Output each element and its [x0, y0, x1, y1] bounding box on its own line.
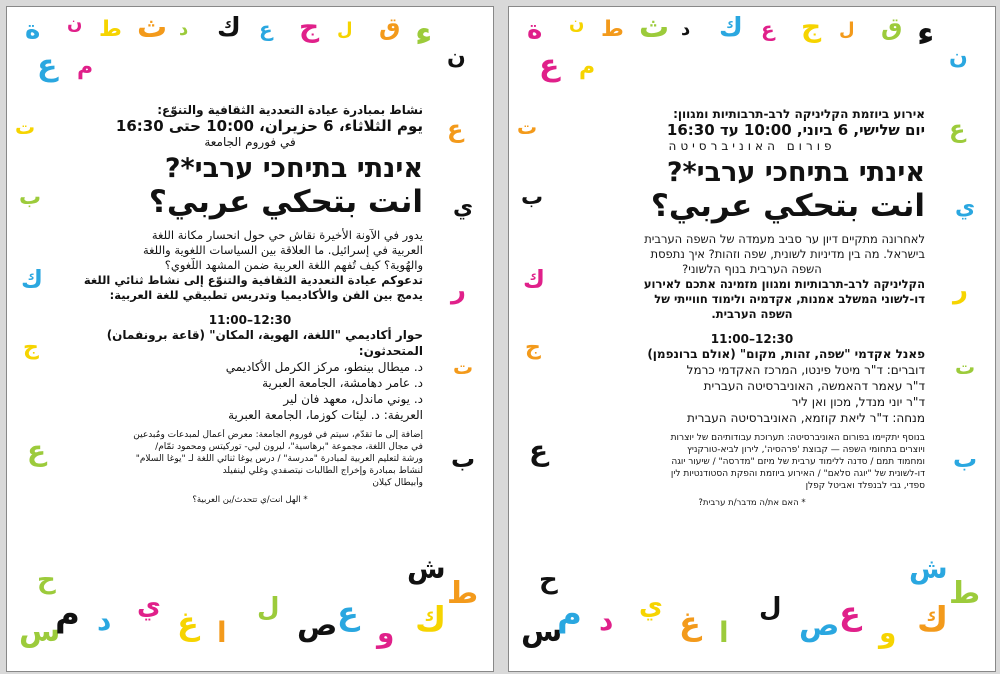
paragraph-line: العربية في إسرائيل. ما العلاقة بين السياسات اللغوية واللغة	[142, 243, 423, 257]
decorative-letter: ي	[955, 195, 976, 220]
decorative-letter: د	[681, 19, 691, 40]
decorative-letter: ب	[19, 185, 42, 210]
decorative-letter: ث	[137, 10, 168, 45]
decorative-letter: غ	[177, 604, 199, 642]
arabic-flyer-content	[77, 103, 423, 505]
invitation-line: דו-לשוני המשלב אמנות, אקדמיה ולימוד חווייתי של	[654, 292, 925, 306]
decorative-letter: ق	[379, 13, 401, 41]
paragraph-line: לאחרונה מתקיים דיון ער סביב מעמדה של השפה הערבית	[644, 232, 925, 246]
paragraph-line: בישראל. מה בין מדיניות לשונית, שפה וזהות? איך נתפסת	[650, 247, 925, 261]
extra-line: وأبيطال كيلان	[372, 478, 423, 488]
decorative-letter: ن	[67, 13, 83, 34]
program-line: מנחה: ד"ר ליאת קוזמא, האוניברסיטה העברית	[687, 411, 925, 425]
program-line: د. عامر دهامشة، الجامعة العبرية	[262, 376, 423, 390]
flyer-footnote: * الهل انت/ي تتحدث/ين العربية؟	[192, 495, 308, 505]
flyer-extra	[77, 429, 423, 489]
flyer-date: يوم الثلاثاء، 6 حزيران، 10:00 حتى 16:30	[115, 117, 423, 135]
flyer-extra	[579, 432, 925, 492]
decorative-letter: ت	[453, 355, 474, 379]
decorative-letter: ك	[719, 13, 743, 43]
decorative-letter: ن	[949, 45, 968, 70]
extra-line: דו-לשונית של "יוגה סלאם" / האירוע ביוזמת והפקת הסטודנטיות לין	[670, 469, 925, 479]
decorative-letter: ع	[539, 48, 560, 83]
decorative-letter: ت	[955, 355, 976, 379]
flyer-title-hebrew: אינתי בתיחכי ערבי*?	[666, 157, 925, 188]
invitation-line: يدمج بين الفن والأكاديميا وتدريس تطبيقي للغة العربية:	[109, 288, 423, 302]
decorative-letter: ح	[539, 565, 558, 595]
flyer-program	[77, 327, 423, 423]
decorative-letter: ك	[917, 600, 949, 640]
decorative-letter: ا	[217, 616, 227, 649]
invitation-line: تدعوكم عيادة التعددية الثقافية والتنوّع إلى نشاط ثنائي اللغة	[83, 273, 423, 287]
decorative-letter: ي	[137, 591, 161, 621]
decorative-letter: ق	[881, 13, 903, 41]
hebrew-flyer-page	[508, 6, 996, 672]
decorative-letter: ط	[601, 17, 624, 42]
decorative-letter: ع	[37, 48, 58, 83]
flyer-invitation	[77, 273, 423, 303]
extra-line: إضافة إلى ما تقدّم، سيتم في فوروم الجامعة: معرض أعمال لمبدعات ومُبدعين	[133, 430, 423, 440]
decorative-letter: و	[879, 616, 897, 649]
decorative-letter: ت	[517, 115, 538, 139]
decorative-letter: ع	[27, 434, 47, 467]
decorative-letter: ص	[297, 608, 338, 643]
program-line: العريفة: د. ليئات كوزما، الجامعة العبرية	[228, 408, 423, 422]
decorative-letter: ع	[839, 594, 861, 632]
decorative-letter: ن	[569, 13, 585, 34]
decorative-letter: ن	[447, 45, 466, 70]
flyer-venue: פורום האוניברסיטה	[668, 139, 836, 153]
decorative-letter: ب	[451, 445, 476, 473]
decorative-letter: ل	[257, 593, 280, 623]
decorative-letter: ء	[917, 14, 935, 54]
program-line: ד"ר יוני מנדל, מכון ואן ליר	[791, 395, 925, 409]
decorative-letter: ي	[453, 195, 474, 220]
flyer-paragraph	[77, 228, 423, 273]
hebrew-flyer-content	[579, 107, 925, 508]
paragraph-line: השפה הערבית בנוף הלשוני?	[682, 262, 822, 276]
program-line: ד"ר עאמר דהאמשה, האוניברסיטה העברית	[703, 379, 925, 393]
decorative-letter: ك	[21, 265, 43, 293]
extra-line: ויוצרים בתחומי השפה — קבוצת 'פרהסיה', לירון לביא-טורקניץ	[686, 445, 925, 455]
decorative-letter: ص	[799, 608, 840, 643]
decorative-letter: د	[599, 604, 614, 637]
invitation-line: הקליניקה לרב-תרבותיות ומגוון מזמינה אתכם לאירוע	[643, 277, 925, 291]
decorative-letter: غ	[679, 604, 701, 642]
decorative-letter: م	[579, 55, 596, 80]
decorative-letter: ر	[953, 275, 968, 305]
extra-line: בנוסף יתקיימו בפורום האוניברסיטה: תערוכת עבודותיהם של יוצרות	[670, 433, 925, 443]
decorative-letter: ك	[217, 13, 241, 43]
decorative-letter: ة	[25, 15, 41, 45]
decorative-letter: ي	[639, 591, 663, 621]
flyer-invitation	[579, 277, 925, 322]
flyer-venue: في فوروم الجامعة	[204, 135, 296, 149]
decorative-letter: ك	[523, 265, 545, 293]
decorative-letter: د	[179, 19, 189, 40]
program-line: د. يوني ماندل، معهد فان لير	[283, 392, 423, 406]
decorative-letter: د	[97, 604, 112, 637]
flyer-time: 12:30–11:00	[710, 332, 794, 346]
decorative-letter: ا	[719, 616, 729, 649]
flyer-date: יום שלישי, 6 ביוני, 10:00 עד 16:30	[666, 121, 925, 139]
flyer-footnote: * האם את/ה מדבר/ת ערבית?	[698, 498, 806, 508]
decorative-letter: ط	[447, 576, 479, 611]
decorative-letter: ج	[801, 10, 822, 43]
program-line: פאנל אקדמי "שפה, זהות, מקום" (אולם ברונפמן)	[647, 347, 925, 361]
decorative-letter: ع	[761, 17, 775, 41]
flyer-intro: אירוע ביוזמת הקליניקה לרב-תרבותיות ומגוון:	[673, 107, 925, 121]
decorative-letter: ل	[337, 19, 353, 40]
paragraph-line: والهُوية؟ كيف تُفهم اللغة العربية ضمن المشهد اللُّغوي؟	[164, 258, 423, 272]
flyer-program	[579, 346, 925, 426]
invitation-line: השפה הערבית.	[711, 307, 793, 321]
decorative-letter: ط	[949, 576, 981, 611]
extra-line: في مجال اللغة، مجموعة "برهاسية"، ليرون ليي- توركيتس ومحمود تمّام/	[155, 442, 423, 452]
flyer-paragraph	[579, 232, 925, 277]
extra-line: ומחמוד תמם / סדנה ללימוד ערבית של מיזם "מדרסה" / שיעור יוגה	[671, 457, 925, 467]
decorative-letter: ت	[15, 115, 36, 139]
program-line: المتحدثون:	[358, 344, 423, 358]
decorative-letter: ع	[529, 434, 549, 467]
flyer-time: 12:30–11:00	[208, 313, 292, 327]
arabic-flyer-page	[6, 6, 494, 672]
decorative-letter: ش	[909, 552, 948, 585]
decorative-letter: ب	[521, 185, 544, 210]
decorative-letter: ع	[949, 115, 966, 143]
program-line: د. ميطال بينطو، مركز الكرمل الأكاديمي	[225, 360, 423, 374]
flyer-title-hebrew: אינתי בתיחכי ערבי*?	[164, 153, 423, 184]
decorative-letter: ء	[415, 14, 433, 54]
decorative-letter: س	[19, 614, 61, 649]
program-line: حوار أكاديمي "اللغة، الهوية، المكان" (قاعة برونفمان)	[106, 328, 423, 342]
decorative-letter: م	[55, 594, 80, 634]
decorative-letter: م	[557, 594, 582, 634]
decorative-letter: ج	[299, 10, 320, 43]
decorative-letter: ع	[337, 594, 359, 632]
paragraph-line: يدور في الآونة الأخيرة نقاش حي حول انحسار مكانة اللغة	[151, 228, 423, 242]
decorative-letter: ب	[953, 445, 978, 473]
decorative-letter: ط	[99, 17, 122, 42]
decorative-letter: و	[377, 616, 395, 649]
decorative-letter: ع	[259, 17, 273, 41]
flyer-title-arabic: انت بتحكي عربي؟	[148, 184, 423, 220]
decorative-letter: ث	[639, 10, 670, 45]
extra-line: ספדי, גבי לבנפלד ואביטל קפלן	[805, 481, 925, 491]
flyer-title-arabic: انت بتحكي عربي؟	[650, 188, 925, 224]
decorative-letter: ج	[525, 335, 541, 360]
decorative-letter: ة	[527, 15, 543, 45]
program-line: דוברים: ד"ר מיטל פינטו, המרכז האקדמי כרמל	[686, 363, 925, 377]
flyer-intro: نشاط بمبادرة عيادة التعددية الثقافية والتنوّع:	[157, 103, 423, 117]
decorative-letter: ل	[839, 19, 855, 40]
decorative-letter: ل	[759, 593, 782, 623]
extra-line: لنشاط بمبادرة وإخراج الطالبات نيتصفدي وغلي لينفيلد	[222, 466, 423, 476]
decorative-letter: ج	[23, 335, 39, 360]
decorative-letter: م	[77, 55, 94, 80]
decorative-letter: ع	[447, 115, 464, 143]
decorative-letter: س	[521, 614, 563, 649]
decorative-letter: ش	[407, 552, 446, 585]
decorative-letter: ح	[37, 565, 56, 595]
decorative-letter: ر	[451, 275, 466, 305]
extra-line: ورشة لتعليم العربية لمبادرة "مدرسة" / درس يوغا ثنائي اللغة لـ "يوغا السلام"	[135, 454, 423, 464]
decorative-letter: ك	[415, 600, 447, 640]
